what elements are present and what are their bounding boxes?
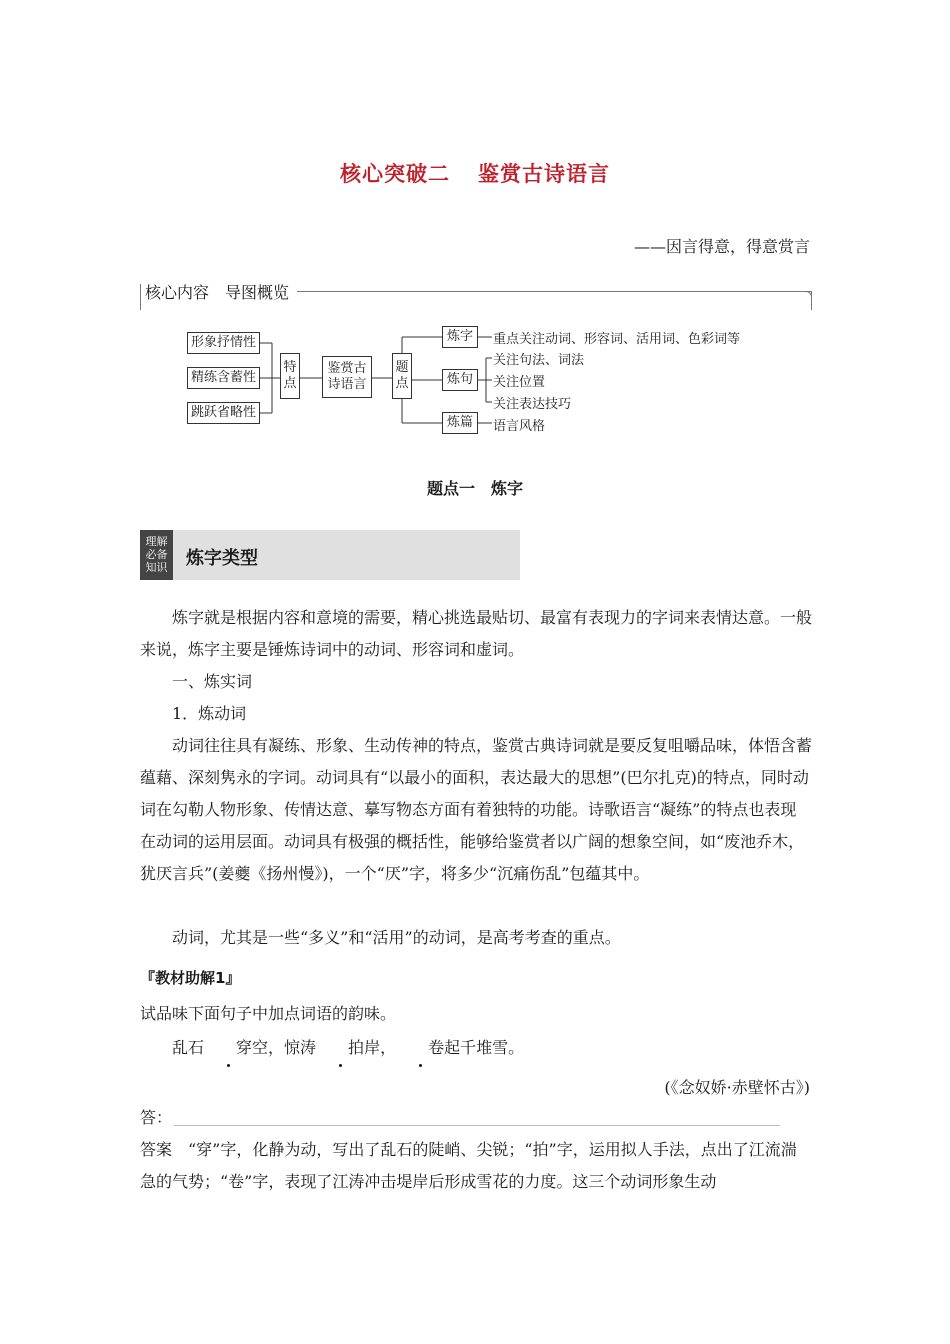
answer-blank (140, 1105, 780, 1128)
tag-line: 知识 (145, 561, 168, 574)
section-header (140, 280, 812, 310)
feature-node-2: 精练含蓄性 (187, 367, 260, 389)
feature-node-3: 跳跃省略性 (187, 402, 260, 424)
branch-item: 关注表达技巧 (493, 397, 572, 412)
branch-node-word: 炼字 (442, 326, 478, 348)
answer-text: 答案 “穿”字，化静为动，写出了乱石的陡峭、尖锐；“拍”字，运用拟人手法，点出了江流湍急的气势；“卷”字，表现了江涛冲击堤岸后形成雪花的力度。这三个动词形象生动 (140, 1140, 797, 1191)
title-part1: 核心突破二 (340, 162, 450, 186)
knowledge-tag (140, 530, 173, 580)
heading-real-words: 一、炼实词 (172, 672, 253, 691)
poem-line: 乱石 穿空，惊涛 拍岸， 卷起千堆雪。 (140, 1032, 812, 1064)
dotted-word: 卷 (396, 1032, 444, 1064)
answer-prompt: 答： (140, 1108, 173, 1127)
branch-item: 语言风格 (493, 419, 546, 434)
poem-source: (《念奴娇·赤壁怀古》) (664, 1078, 810, 1097)
topic-title: 题点一 炼字 (426, 479, 523, 498)
center-node: 鉴赏古诗语言 (322, 356, 372, 398)
dotted-word: 穿 (204, 1032, 252, 1064)
knowledge-title: 炼字类型 (186, 548, 258, 569)
paragraph-verbs: 动词往往具有凝练、形象、生动传神的特点，鉴赏古典诗词就是要反复咀嚼品味，体悟含蓄蕴藉、深刻隽永的字词。动词具有“以最小的面积，表达最大的思想”(巴尔扎克)的特点，同时动词在勾勒人物形象、传情达意、摹写物态方面有着独特的功能。诗歌语言“凝练”的特点也表现在动词的运用层面。动词具有极强的概括性，能够给鉴赏者以广阔的想象空间，如“废池乔木，犹厌言兵”(姜夔《扬州慢》)，一个“厌”字，将多少“沉痛伤乱”包蕴其中。 (140, 736, 813, 883)
dotted-word: 拍 (316, 1032, 364, 1064)
subtitle: ——因言得意，得意赏言 (633, 237, 810, 256)
paragraph-exam: 动词，尤其是一些“多义”和“活用”的动词，是高考考查的重点。 (172, 928, 621, 947)
tag-line: 必备 (145, 548, 168, 561)
branch-item: 关注位置 (493, 375, 546, 390)
help-question: 试品味下面句子中加点词语的韵味。 (140, 1004, 397, 1023)
page-title (0, 158, 950, 188)
mind-map-diagram (180, 318, 780, 438)
title-part2: 鉴赏古诗语言 (478, 162, 610, 186)
feature-node-1: 形象抒情性 (187, 332, 260, 354)
feature-label-node: 特点 (280, 353, 300, 399)
heading-verbs: 1．炼动词 (172, 704, 247, 723)
textbook-help-heading: 『教材助解1』 (140, 969, 241, 987)
knowledge-banner (140, 530, 520, 580)
section-label: 核心内容 导图概览 (145, 280, 297, 303)
paragraph-intro: 炼字就是根据内容和意境的需要，精心挑选最贴切、最富有表现力的字词来表情达意。一般来说，炼字主要是锤炼诗词中的动词、形容词和虚词。 (140, 608, 813, 659)
branch-node-sentence: 炼句 (442, 369, 478, 391)
branch-item: 关注句法、词法 (493, 353, 585, 368)
branch-node-passage: 炼篇 (442, 412, 478, 434)
topic-label-node: 题点 (392, 353, 412, 399)
branch-item: 重点关注动词、形容词、活用词、色彩词等 (493, 332, 741, 347)
tag-line: 理解 (145, 535, 168, 548)
